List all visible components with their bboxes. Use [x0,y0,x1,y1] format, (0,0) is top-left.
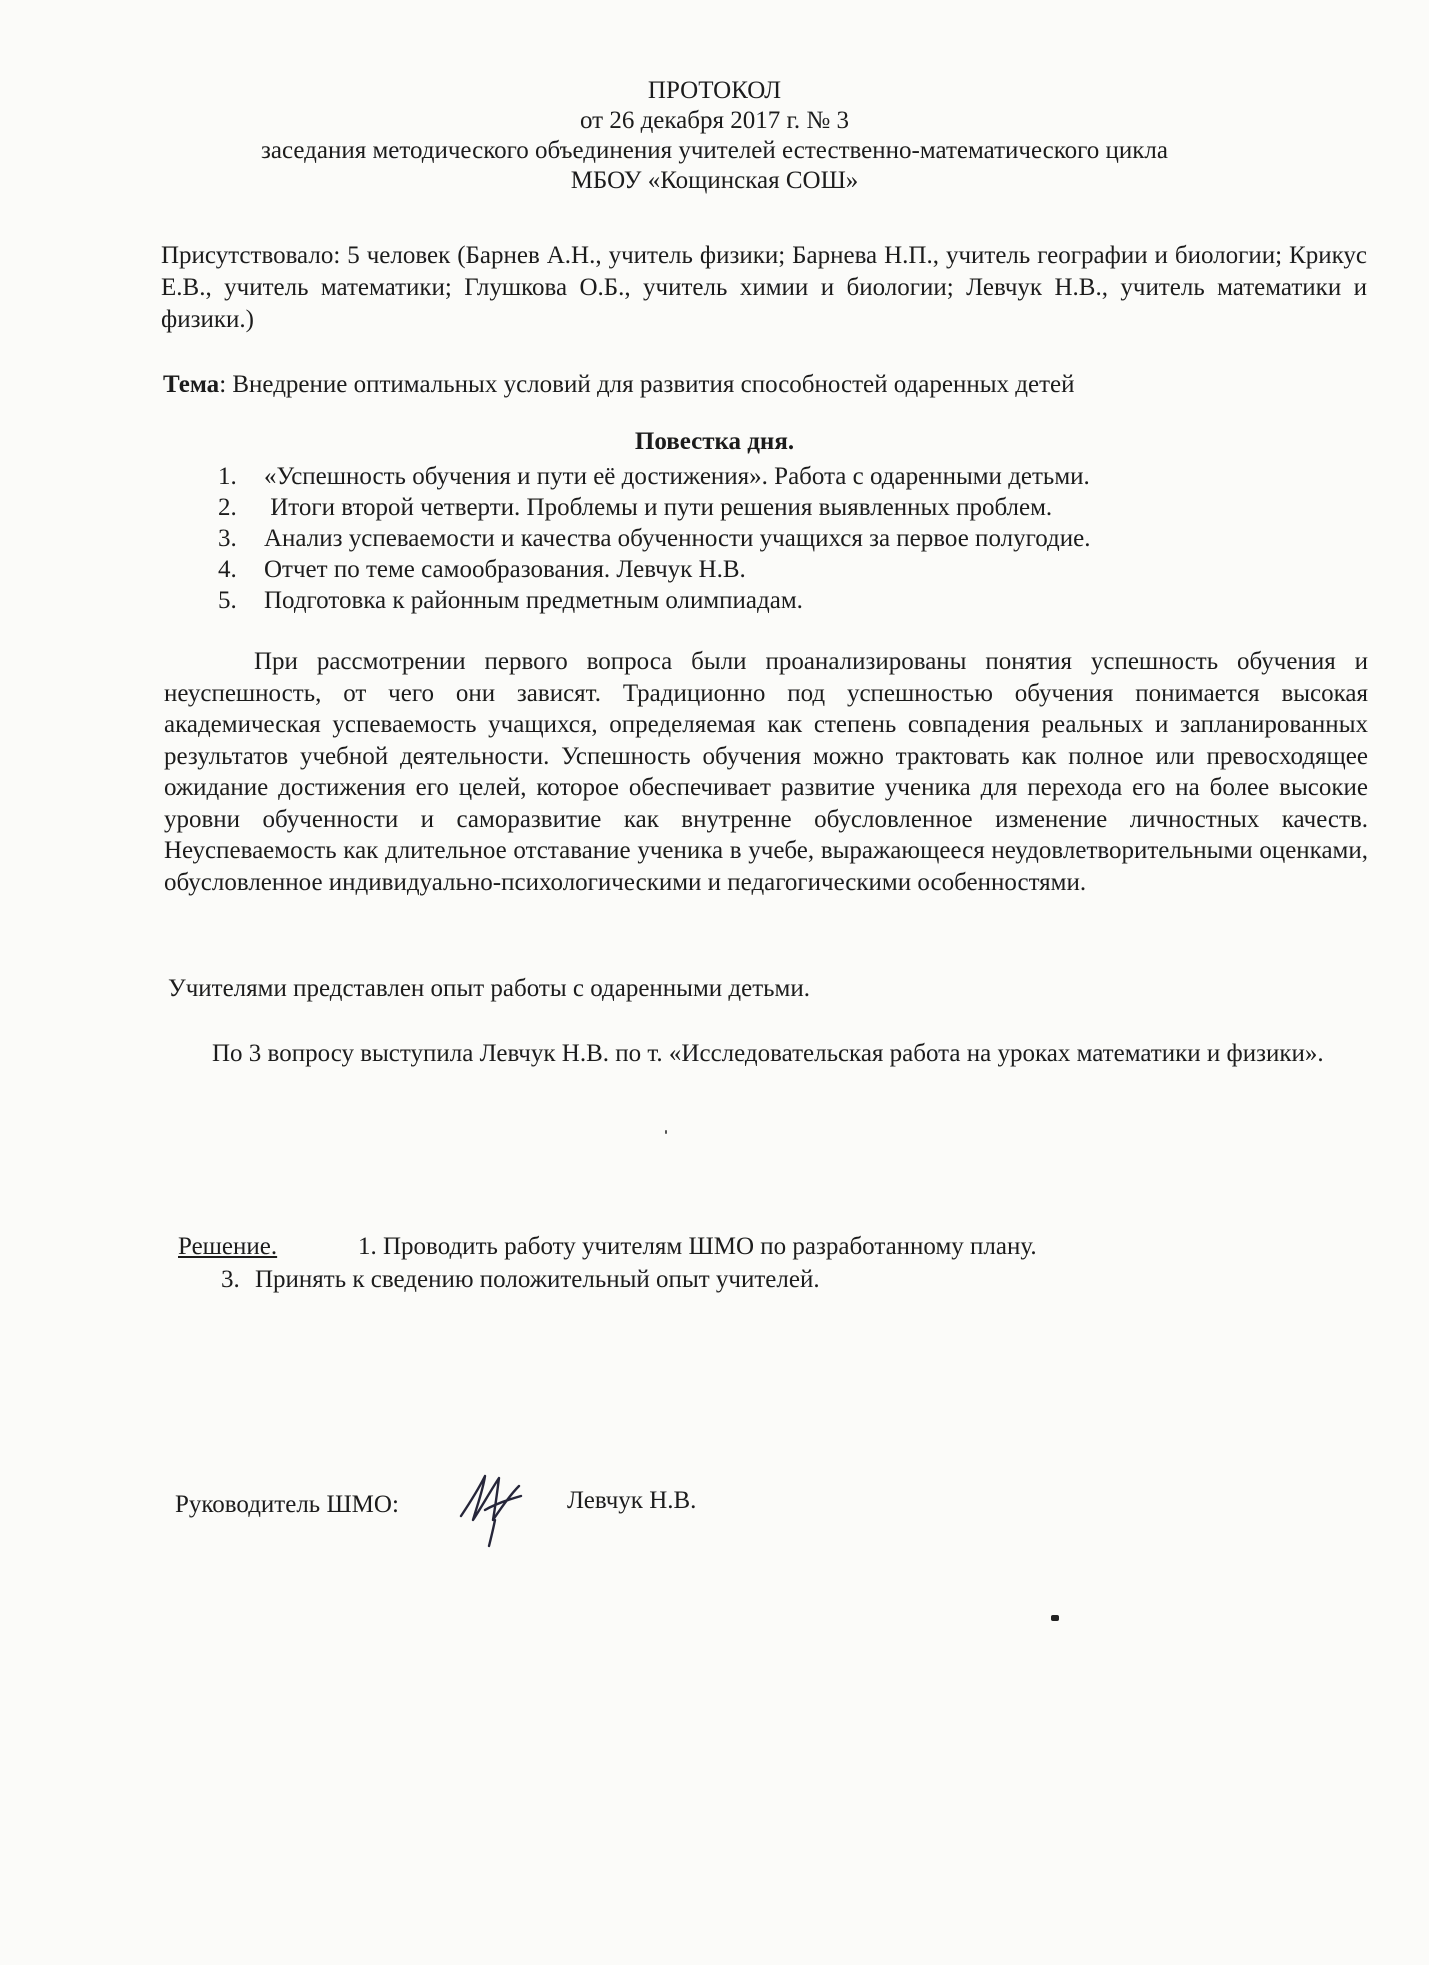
handwritten-signature [455,1460,527,1550]
agenda-item [218,461,1090,492]
attendance-paragraph: Присутствовало: 5 человек (Барнев А.Н., учитель физики; Барнева Н.П., учитель географии и биологии; Крикус Е.В., учитель математики; Глушкова О.Б., учитель химии и биологии; Левчук Н.В., учитель математики и физики.) [161,242,1367,333]
signature-label: Руководитель ШМО: [175,1491,399,1518]
document-date-line: от 26 декабря 2017 г. № 3 [579,107,850,134]
agenda-item-number: 2. [218,494,237,521]
signature-name: Левчук Н.В. [567,1487,697,1514]
scan-speck [1051,1615,1059,1621]
experience-paragraph: Учителями представлен опыт работы с одаренными детьми. [168,975,811,1002]
decision-item-2: Принять к сведению положительный опыт учителей. [255,1266,820,1293]
scan-speck [665,1130,667,1134]
agenda-item-text: Подготовка к районным предметным олимпиадам. [264,587,803,614]
document-header [0,76,1429,196]
agenda-item [218,492,1090,523]
agenda-item-text: Итоги второй четверти. Проблемы и пути решения выявленных проблем. [264,494,1053,521]
agenda-item-text: Отчет по теме самообразования. Левчук Н.В. [264,556,746,583]
decision-line [178,1231,1037,1263]
agenda-item-text: «Успешность обучения и пути её достижения». Работа с одаренными детьми. [264,463,1090,490]
school-name: МБОУ «Кощинская СОШ» [570,167,859,194]
agenda-title: Повестка дня. [634,428,795,455]
decision-item-1: 1. Проводить работу учителям ШМО по разработанному плану. [358,1233,1037,1260]
theme-text: : Внедрение оптимальных условий для развития способностей одаренных детей [219,371,1075,398]
agenda-item [218,554,1090,585]
decision-line-2 [221,1264,820,1296]
agenda-item-number: 5. [218,587,237,614]
speaker-paragraph: По 3 вопросу выступила Левчук Н.В. по т. «Исследовательская работа на уроках математики и физики». [212,1040,1324,1067]
agenda-item [218,523,1090,554]
agenda-item-text: Анализ успеваемости и качества обученности учащихся за первое полугодие. [264,525,1091,552]
agenda-item-number: 3. [218,525,237,552]
discussion-paragraph: При рассмотрении первого вопроса были проанализированы понятия успешность обучения и неуспешность, от чего они зависят. Традиционно под успешностью обучения понимается высокая академическая успеваемость учащихся, определяемая как степень совпадения реальных и запланированных результатов учебной деятельности. Успешность обучения можно трактовать как полное или превосходящее ожидание достижения его целей, которое обеспечивает развитие ученика для перехода его на более высокие уровни обученности и саморазвитие как внутренне обусловленное изменение личностных качеств. Неуспеваемость как длительное отставание ученика в учебе, выражающееся неудовлетворительными оценками, обусловленное индивидуально-психологическими и педагогическими особенностями. [164,648,1368,896]
agenda-item [218,585,1090,616]
theme-label: Тема [163,371,220,398]
decision-item-number: 3. [221,1266,240,1293]
document-title: ПРОТОКОЛ [647,77,782,104]
agenda-list [218,461,1090,616]
agenda-item-number: 4. [218,556,237,583]
document-subtitle: заседания методического объединения учителей естественно-математического цикла [260,137,1168,164]
theme-line [163,369,1363,401]
agenda-item-number: 1. [218,463,237,490]
decision-label: Решение. [178,1233,278,1260]
